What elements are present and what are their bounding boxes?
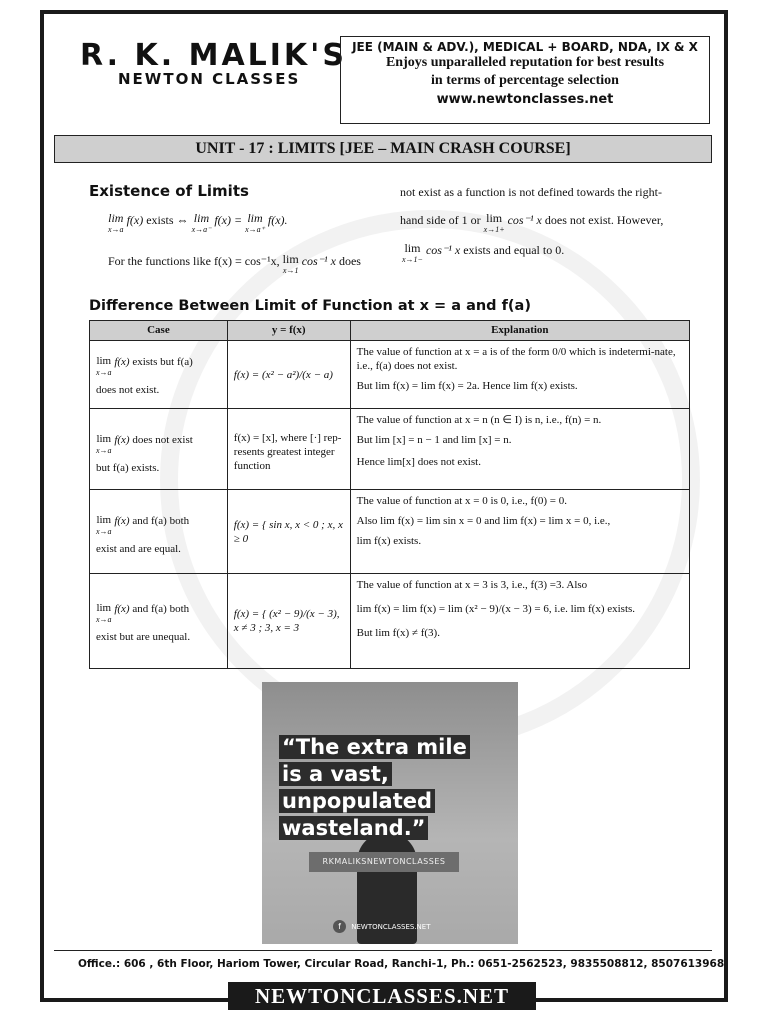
function-cell: f(x) = { sin x, x < 0 ; x, x ≥ 0 [227, 490, 350, 574]
function-cell: f(x) = { (x² − 9)/(x − 3), x ≠ 3 ; 3, x = 3 [227, 574, 350, 669]
quote-ad-image[interactable] [262, 682, 518, 944]
function-cell: f(x) = (x² − a²)/(x − a) [227, 341, 350, 409]
case-cell: lim x→a f(x) and f(a) both exist but are unequal. [90, 574, 228, 669]
website-link[interactable]: www.newtonclasses.net [436, 92, 614, 107]
col-function: y = f(x) [227, 321, 350, 341]
exists-text: exists ⇔ [146, 213, 189, 227]
unit-title: UNIT - 17 : LIMITS [JEE – MAIN CRASH COURSE] [54, 135, 712, 163]
info-selection: in terms of percentage selection [431, 73, 619, 88]
difference-heading: Difference Between Limit of Function at x = a and f(a) [89, 298, 531, 314]
difference-table [89, 320, 690, 669]
existence-para-right-1: not exist as a function is not defined towards the right- [400, 185, 662, 199]
table-row [90, 490, 690, 574]
ad-handle: RKMALIKSNEWTONCLASSES [309, 852, 459, 872]
case-cell: lim x→a f(x) exists but f(a) does not exist. [90, 341, 228, 409]
ad-facebook: f NEWTONCLASSES.NET [333, 920, 431, 933]
function-cell: f(x) = [x], where [·] rep-resents greatest integer function [227, 409, 350, 490]
footer-website-banner[interactable]: NEWTONCLASSES.NET [228, 982, 536, 1010]
ad-quote: “The extra mile is a vast, unpopulated wasteland.” [279, 734, 511, 842]
case-cell: lim x→a f(x) and f(a) both exist and are equal. [90, 490, 228, 574]
info-reputation: Enjoys unparalleled reputation for best results [385, 55, 665, 70]
case-cell: lim x→a f(x) does not exist but f(a) exists. [90, 409, 228, 490]
existence-para-right-3: lim x→1− cos⁻¹ x exists and equal to 0. [402, 241, 565, 264]
table-row [90, 341, 690, 409]
table-row [90, 409, 690, 490]
office-address: Office.: 606 , 6th Floor, Hariom Tower, Circular Road, Ranchi-1, Ph.: 0651-2562523, 9835508812, 8507613968 [78, 958, 725, 970]
explanation-cell: The value of function at x = n (n ∈ I) is n, i.e., f(n) = n. But lim [x] = n − 1 and lim [x] = n. Hence lim[x] does not exist. [350, 409, 689, 490]
existence-para-left: For the functions like f(x) = cos⁻¹x, lim x→1 cos⁻¹ x does [108, 252, 361, 275]
existence-heading: Existence of Limits [89, 182, 249, 200]
info-box [340, 36, 710, 124]
explanation-cell: The value of function at x = a is of the form 0/0 which is indetermi-nate, i.e., f(a) does not exist. But lim f(x) = lim f(x) = 2a. Hence lim f(x) exists. [350, 341, 689, 409]
brand-subtitle: NEWTON CLASSES [118, 70, 301, 88]
col-case: Case [90, 321, 228, 341]
explanation-cell: The value of function at x = 3 is 3, i.e., f(3) =3. Also lim f(x) = lim f(x) = lim (x² − 9)/(x − 3) = 6, i.e. lim f(x) exists. But lim f(x) ≠ f(3). [350, 574, 689, 669]
explanation-cell: The value of function at x = 0 is 0, i.e., f(0) = 0. Also lim f(x) = lim sin x = 0 and lim f(x) = lim x = 0, i.e., lim f(x) exists. [350, 490, 689, 574]
brand-name: R. K. MALIK'S [80, 38, 347, 73]
footer-divider [54, 950, 712, 951]
existence-formula: lim x→a f(x) exists ⇔ lim x→a⁻ f(x) = lim x→a⁺ f(x). [108, 211, 288, 234]
table-row [90, 574, 690, 669]
info-courses: JEE (MAIN & ADV.), MEDICAL + BOARD, NDA, IX & X [352, 40, 698, 54]
table-header-row [90, 321, 690, 341]
facebook-icon: f [333, 920, 346, 933]
col-explanation: Explanation [350, 321, 689, 341]
existence-para-right-2: hand side of 1 or lim x→1+ cos⁻¹ x does not exist. However, [400, 211, 664, 234]
